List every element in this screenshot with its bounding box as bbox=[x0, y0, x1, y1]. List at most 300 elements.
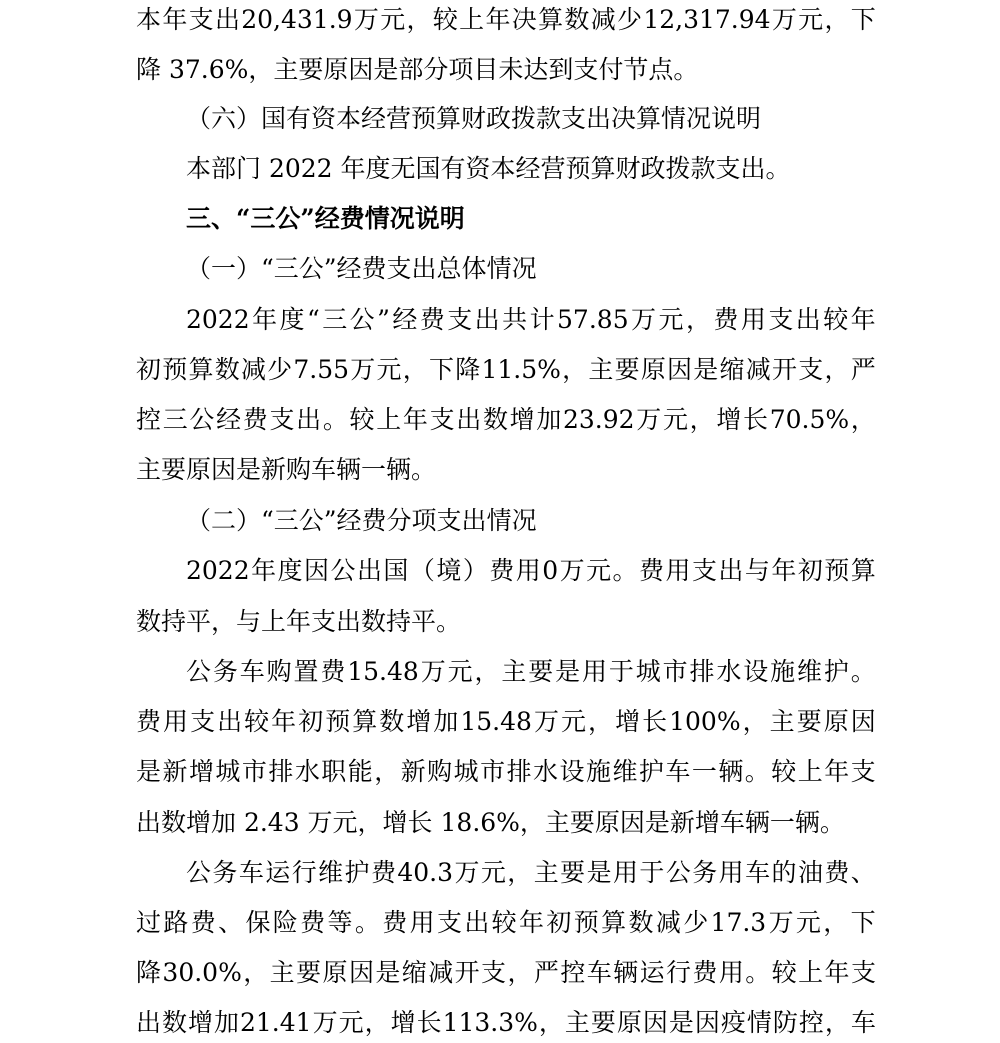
text-token: 出 bbox=[296, 405, 322, 434]
text-token: 维 bbox=[612, 757, 638, 786]
text-token: 7.55 bbox=[293, 355, 350, 384]
text-token: ， bbox=[243, 958, 269, 987]
text-token: 年 bbox=[162, 5, 188, 34]
text-token: ， bbox=[507, 858, 533, 887]
text-token: 2022 bbox=[186, 556, 250, 585]
text-token: 元 bbox=[662, 405, 688, 434]
text-token: 主 bbox=[769, 707, 795, 736]
text-token: 年 bbox=[771, 556, 797, 585]
text-token: 缩 bbox=[401, 958, 427, 987]
text-token: 等 bbox=[327, 908, 353, 937]
text-token: 严 bbox=[850, 355, 876, 384]
text-token: 城 bbox=[635, 657, 661, 686]
text-token: 较 bbox=[244, 707, 270, 736]
text-token: 数 bbox=[214, 355, 240, 384]
text-token: 11.5% bbox=[481, 355, 561, 384]
text-token: 年 bbox=[252, 305, 278, 334]
text-token: 水 bbox=[716, 657, 742, 686]
text-token: 。 bbox=[322, 405, 348, 434]
paragraph-line bbox=[136, 904, 876, 942]
text-token: ， bbox=[685, 305, 711, 334]
text-token: 维 bbox=[318, 858, 344, 887]
text-token: 于 bbox=[608, 657, 634, 686]
text-token: 出 bbox=[718, 556, 744, 585]
text-token: 运 bbox=[639, 958, 665, 987]
text-token: 费 bbox=[242, 405, 268, 434]
text-token: 能 bbox=[347, 757, 373, 786]
text-token: 因 bbox=[694, 1008, 720, 1037]
text-token: 支 bbox=[436, 908, 462, 937]
text-token: 、 bbox=[218, 908, 244, 937]
text-token: 元 bbox=[376, 355, 402, 384]
text-token: 用 bbox=[409, 908, 435, 937]
text-token: 排 bbox=[268, 757, 294, 786]
text-token: 数 bbox=[564, 5, 590, 34]
text-token: 年 bbox=[519, 908, 545, 937]
text-token: ， bbox=[824, 355, 850, 384]
text-token: 护 bbox=[823, 657, 849, 686]
text-token: 算 bbox=[850, 556, 876, 585]
paragraph-line bbox=[136, 1004, 876, 1042]
text-token: 维 bbox=[796, 657, 822, 686]
text-token: 支 bbox=[798, 355, 824, 384]
text-token: 支 bbox=[429, 405, 455, 434]
text-token: 费 bbox=[190, 908, 216, 937]
text-token: 上 bbox=[459, 5, 485, 34]
text-token: “ bbox=[306, 305, 320, 334]
text-token: 是 bbox=[555, 657, 581, 686]
text-token: 出 bbox=[214, 5, 240, 34]
text-token: 较 bbox=[349, 405, 375, 434]
text-token: ， bbox=[374, 757, 400, 786]
text-token: 是 bbox=[586, 858, 612, 887]
text-token: 少 bbox=[683, 908, 709, 937]
text-token: 用 bbox=[718, 858, 744, 887]
text-token: 用 bbox=[718, 958, 744, 987]
text-token: 主 bbox=[564, 1008, 590, 1037]
text-token: 要 bbox=[614, 355, 640, 384]
text-token: 长 bbox=[743, 405, 769, 434]
text-token: 要 bbox=[528, 657, 554, 686]
text-token: 职 bbox=[321, 757, 347, 786]
paragraph-line bbox=[186, 854, 876, 892]
text-token: 施 bbox=[585, 757, 611, 786]
text-token: 公 bbox=[349, 305, 375, 334]
text-token: 15.48 bbox=[460, 707, 532, 736]
text-token: 上 bbox=[376, 405, 402, 434]
text-token: 预 bbox=[824, 556, 850, 585]
text-token: 公 bbox=[186, 858, 212, 887]
text-token: 20,431.9 bbox=[241, 5, 353, 34]
text-token: 上 bbox=[797, 757, 823, 786]
text-token: 40.3 bbox=[397, 858, 454, 887]
text-token: 元 bbox=[480, 858, 506, 887]
text-token: ， bbox=[742, 707, 768, 736]
text-token: 因 bbox=[304, 556, 330, 585]
text-token: 主 bbox=[588, 355, 614, 384]
text-token: 设 bbox=[559, 757, 585, 786]
text-token: 万 bbox=[559, 556, 585, 585]
subsection-heading: （一）“三公”经费支出总体情况 bbox=[186, 254, 537, 283]
text-token: 减 bbox=[745, 355, 771, 384]
text-token: 出 bbox=[356, 556, 382, 585]
text-token: ， bbox=[588, 707, 614, 736]
text-token: 于 bbox=[639, 858, 665, 887]
text-token: 度 bbox=[277, 556, 303, 585]
text-token: ， bbox=[538, 1008, 564, 1037]
text-token: 国 bbox=[383, 556, 409, 585]
text-token: 境 bbox=[436, 556, 462, 585]
text-token: 施 bbox=[770, 657, 796, 686]
text-token: 算 bbox=[538, 5, 564, 34]
text-token: 下 bbox=[850, 908, 876, 937]
text-token: 支 bbox=[768, 305, 794, 334]
text-token: 要 bbox=[796, 707, 822, 736]
text-token: 费 bbox=[136, 707, 162, 736]
text-token: 城 bbox=[453, 757, 479, 786]
text-token: 下 bbox=[850, 5, 876, 34]
text-token: 。 bbox=[850, 657, 876, 686]
text-token: 支 bbox=[850, 958, 876, 987]
text-token: 元 bbox=[795, 908, 821, 937]
text-token: 是 bbox=[375, 958, 401, 987]
text-token: 增 bbox=[188, 757, 214, 786]
text-token: 因 bbox=[667, 355, 693, 384]
text-token: 增 bbox=[188, 1008, 214, 1037]
text-token: 加 bbox=[536, 405, 562, 434]
text-token: 。 bbox=[354, 908, 380, 937]
text-token: 较 bbox=[491, 908, 517, 937]
text-token: 费 bbox=[713, 305, 739, 334]
text-token: 开 bbox=[454, 958, 480, 987]
text-token: 加 bbox=[433, 707, 459, 736]
text-token: 年 bbox=[271, 707, 297, 736]
text-token: 三 bbox=[322, 305, 348, 334]
text-token: 是 bbox=[668, 1008, 694, 1037]
text-token: 减 bbox=[590, 5, 616, 34]
text-token: ， bbox=[824, 5, 850, 34]
text-token: 数 bbox=[482, 405, 508, 434]
text-token: 辆 bbox=[718, 757, 744, 786]
text-token: 初 bbox=[546, 908, 572, 937]
text-token: 务 bbox=[212, 858, 238, 887]
paragraph-line bbox=[136, 1, 876, 39]
text-token: 经 bbox=[392, 305, 418, 334]
text-token: 因 bbox=[348, 958, 374, 987]
text-token: 行 bbox=[666, 958, 692, 987]
paragraph-line bbox=[186, 301, 876, 339]
text-token: 数 bbox=[628, 908, 654, 937]
text-token: 增 bbox=[615, 707, 641, 736]
text-token: 30.0% bbox=[162, 958, 242, 987]
text-token: 加 bbox=[214, 1008, 240, 1037]
text-token: 费 bbox=[824, 858, 850, 887]
text-token: 万 bbox=[420, 657, 446, 686]
text-token: 出 bbox=[474, 305, 500, 334]
text-token: ， bbox=[562, 355, 588, 384]
text-token: 一 bbox=[691, 757, 717, 786]
text-token: 用 bbox=[612, 858, 638, 887]
text-token: 元 bbox=[338, 1008, 364, 1037]
text-token: 用 bbox=[740, 305, 766, 334]
text-token: （ bbox=[409, 556, 435, 585]
text-token: 万 bbox=[631, 305, 657, 334]
text-token: 初 bbox=[298, 707, 324, 736]
text-token: 水 bbox=[294, 757, 320, 786]
text-token: 出 bbox=[464, 908, 490, 937]
text-token: 是 bbox=[136, 757, 162, 786]
text-token: 控 bbox=[560, 958, 586, 987]
text-token: 用 bbox=[515, 556, 541, 585]
text-token: 23.92 bbox=[563, 405, 635, 434]
text-token: 支 bbox=[269, 405, 295, 434]
text-token: 算 bbox=[188, 355, 214, 384]
text-token: 支 bbox=[188, 5, 214, 34]
text-token: 少 bbox=[267, 355, 293, 384]
text-token: 减 bbox=[428, 958, 454, 987]
paragraph-line bbox=[136, 703, 876, 741]
paragraph-line bbox=[136, 401, 876, 439]
text-token: 21.41 bbox=[240, 1008, 312, 1037]
text-token: 保 bbox=[245, 908, 271, 937]
text-token: ， bbox=[507, 958, 533, 987]
text-token: 购 bbox=[427, 757, 453, 786]
text-token: 年 bbox=[485, 5, 511, 34]
text-token: 万 bbox=[771, 5, 797, 34]
text-token: 护 bbox=[638, 757, 664, 786]
text-token: 少 bbox=[617, 5, 643, 34]
text-token: 决 bbox=[511, 5, 537, 34]
text-token: 支 bbox=[190, 707, 216, 736]
text-token: 用 bbox=[581, 657, 607, 686]
text-token: 万 bbox=[353, 5, 379, 34]
paragraph-line: 数持平，与上年支出数持平。 bbox=[136, 607, 462, 636]
text-token: 长 bbox=[642, 707, 668, 736]
paragraph-line: 本部门 2022 年度无国有资本经营预算财政拨款支出。 bbox=[186, 154, 791, 183]
text-token: 控 bbox=[136, 405, 162, 434]
text-token: 新 bbox=[400, 757, 426, 786]
text-token: 出 bbox=[795, 305, 821, 334]
text-token: 降 bbox=[455, 355, 481, 384]
text-token: 年 bbox=[824, 958, 850, 987]
text-token: 年 bbox=[402, 405, 428, 434]
text-token: 支 bbox=[447, 305, 473, 334]
text-token: 出 bbox=[456, 405, 482, 434]
paragraph-line bbox=[186, 653, 876, 691]
text-token: 、 bbox=[850, 858, 876, 887]
text-token: 度 bbox=[279, 305, 305, 334]
text-token: 水 bbox=[533, 757, 559, 786]
text-token: 置 bbox=[293, 657, 319, 686]
text-token: 15.48 bbox=[347, 657, 419, 686]
text-token: 用 bbox=[163, 707, 189, 736]
text-token: 本 bbox=[136, 5, 162, 34]
text-token: 年 bbox=[824, 757, 850, 786]
paragraph-line bbox=[136, 351, 876, 389]
text-token: 增 bbox=[509, 405, 535, 434]
text-token: 费 bbox=[320, 657, 346, 686]
text-token: 万 bbox=[454, 858, 480, 887]
text-token: ， bbox=[402, 355, 428, 384]
text-token: 排 bbox=[689, 657, 715, 686]
text-token: 护 bbox=[344, 858, 370, 887]
section-heading: 三、“三公”经费情况说明 bbox=[186, 204, 465, 233]
text-token: 行 bbox=[291, 858, 317, 887]
text-token: 公 bbox=[665, 858, 691, 887]
paragraph-line: 出数增加 2.43 万元，增长 18.6%，主要原因是新增车辆一辆。 bbox=[136, 808, 845, 837]
text-token: 市 bbox=[662, 657, 688, 686]
text-token: 支 bbox=[850, 757, 876, 786]
text-token: 油 bbox=[797, 858, 823, 887]
text-token: 要 bbox=[590, 1008, 616, 1037]
text-token: 因 bbox=[642, 1008, 668, 1037]
text-token: 出 bbox=[136, 1008, 162, 1037]
text-token: 路 bbox=[163, 908, 189, 937]
text-token: 增 bbox=[390, 1008, 416, 1037]
text-token: 113.3% bbox=[442, 1008, 538, 1037]
section-heading: （六）国有资本经营预算财政拨款支出决算情况说明 bbox=[186, 104, 762, 133]
text-token: 缩 bbox=[719, 355, 745, 384]
text-token: ， bbox=[406, 5, 432, 34]
text-token: 数 bbox=[379, 707, 405, 736]
text-token: 控 bbox=[798, 1008, 824, 1037]
text-token: 100% bbox=[669, 707, 741, 736]
text-token: 险 bbox=[272, 908, 298, 937]
text-token: 费 bbox=[300, 908, 326, 937]
text-token: ” bbox=[377, 305, 390, 334]
text-token: 元 bbox=[586, 556, 612, 585]
text-token: 减 bbox=[655, 908, 681, 937]
text-token: 用 bbox=[665, 556, 691, 585]
text-token: 设 bbox=[743, 657, 769, 686]
text-token: 严 bbox=[533, 958, 559, 987]
text-token: 原 bbox=[640, 355, 666, 384]
text-token: ） bbox=[462, 556, 488, 585]
text-token: 因 bbox=[850, 707, 876, 736]
text-token: 上 bbox=[798, 958, 824, 987]
text-token: 元 bbox=[447, 657, 473, 686]
text-token: 减 bbox=[240, 355, 266, 384]
text-token: 年 bbox=[251, 556, 277, 585]
text-token: 0 bbox=[542, 556, 559, 585]
text-token: 算 bbox=[352, 707, 378, 736]
text-token: 算 bbox=[601, 908, 627, 937]
text-token: 57.85 bbox=[557, 305, 629, 334]
text-token: 公 bbox=[189, 405, 215, 434]
text-token: 主 bbox=[269, 958, 295, 987]
text-token: 运 bbox=[265, 858, 291, 887]
text-token: 务 bbox=[212, 657, 238, 686]
text-token: 12,317.94 bbox=[643, 5, 771, 34]
text-token: 17.3 bbox=[710, 908, 767, 937]
text-token: 增 bbox=[406, 707, 432, 736]
text-token: 车 bbox=[238, 858, 264, 887]
text-token: ， bbox=[474, 657, 500, 686]
text-token: 费 bbox=[419, 305, 445, 334]
text-token: 务 bbox=[692, 858, 718, 887]
text-token: 元 bbox=[658, 305, 684, 334]
text-token: 支 bbox=[481, 958, 507, 987]
text-token: 原 bbox=[823, 707, 849, 736]
text-token: 70.5% bbox=[769, 405, 850, 434]
text-token: 2022 bbox=[186, 305, 250, 334]
text-token: 车 bbox=[586, 958, 612, 987]
text-token: 万 bbox=[312, 1008, 338, 1037]
text-token: 疫 bbox=[720, 1008, 746, 1037]
text-token: ， bbox=[689, 405, 715, 434]
text-token: 原 bbox=[616, 1008, 642, 1037]
text-token: 公 bbox=[330, 556, 356, 585]
text-token: 市 bbox=[241, 757, 267, 786]
text-token: 新 bbox=[162, 757, 188, 786]
text-token: 辆 bbox=[613, 958, 639, 987]
text-token: 年 bbox=[850, 305, 876, 334]
text-token: 元 bbox=[798, 5, 824, 34]
text-token: 。 bbox=[612, 556, 638, 585]
text-token: 过 bbox=[136, 908, 162, 937]
subsection-heading: （二）“三公”经费分项支出情况 bbox=[186, 506, 537, 535]
text-token: 要 bbox=[560, 858, 586, 887]
text-token: 万 bbox=[768, 908, 794, 937]
text-token: 元 bbox=[380, 5, 406, 34]
text-token: 万 bbox=[636, 405, 662, 434]
text-token: 较 bbox=[823, 305, 849, 334]
text-token: 车 bbox=[745, 858, 771, 887]
text-token: 较 bbox=[771, 958, 797, 987]
text-token: 公 bbox=[186, 657, 212, 686]
paragraph-line bbox=[136, 753, 876, 791]
text-token: 三 bbox=[162, 405, 188, 434]
text-token: 增 bbox=[716, 405, 742, 434]
text-token: 主 bbox=[533, 858, 559, 887]
text-token: 情 bbox=[746, 1008, 772, 1037]
text-token: 防 bbox=[772, 1008, 798, 1037]
text-token: 市 bbox=[480, 757, 506, 786]
text-token: 降 bbox=[136, 958, 162, 987]
text-token: 下 bbox=[429, 355, 455, 384]
text-token: ， bbox=[823, 908, 849, 937]
paragraph-line bbox=[136, 954, 876, 992]
text-token: 较 bbox=[432, 5, 458, 34]
text-token: 城 bbox=[215, 757, 241, 786]
text-token: 车 bbox=[665, 757, 691, 786]
text-token: 万 bbox=[533, 707, 559, 736]
text-token: 出 bbox=[217, 707, 243, 736]
text-token: ， bbox=[850, 405, 876, 434]
text-token: ， bbox=[824, 1008, 850, 1037]
text-token: 费 bbox=[382, 908, 408, 937]
text-token: 元 bbox=[561, 707, 587, 736]
text-token: 主 bbox=[501, 657, 527, 686]
text-token: 。 bbox=[744, 757, 770, 786]
text-token: 是 bbox=[693, 355, 719, 384]
text-token: 排 bbox=[506, 757, 532, 786]
text-token: 预 bbox=[573, 908, 599, 937]
text-token: 。 bbox=[745, 958, 771, 987]
paragraph-line bbox=[186, 552, 876, 590]
text-token: 与 bbox=[744, 556, 770, 585]
text-token: 预 bbox=[325, 707, 351, 736]
text-token: 较 bbox=[771, 757, 797, 786]
text-token: ， bbox=[364, 1008, 390, 1037]
text-token: 初 bbox=[797, 556, 823, 585]
text-token: 原 bbox=[322, 958, 348, 987]
text-token: 车 bbox=[239, 657, 265, 686]
text-token: 购 bbox=[266, 657, 292, 686]
text-token: 支 bbox=[691, 556, 717, 585]
text-token: 要 bbox=[296, 958, 322, 987]
text-token: 万 bbox=[350, 355, 376, 384]
